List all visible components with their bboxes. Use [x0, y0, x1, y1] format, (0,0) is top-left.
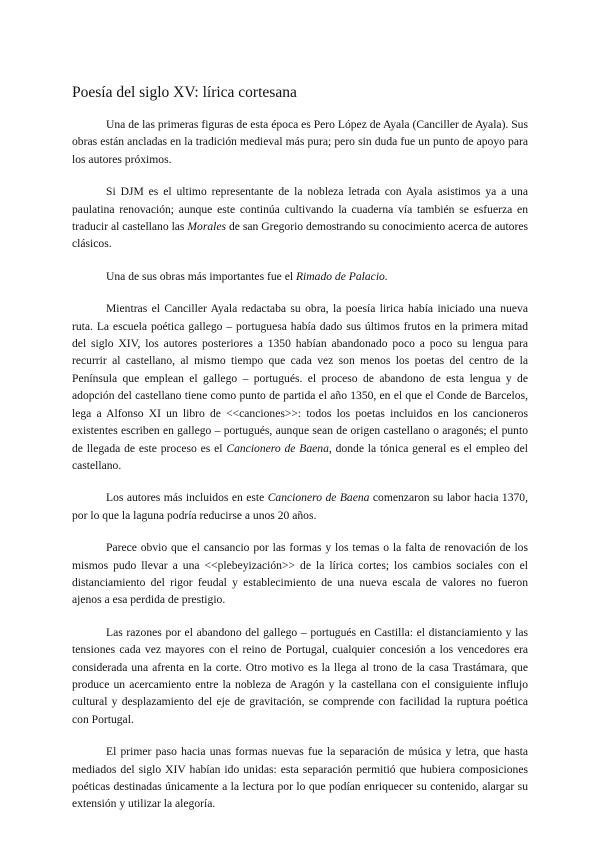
paragraph-text: Parece obvio que el cansancio por las formas y los temas o la falta de renovación de los mismos pudo llevar a una <<plebeyización>> de la lírica cortes; los cambios sociales con el distanciamiento del rigor feudal y establecimiento de una nueva escala de valores no fueron ajenos a esa perdida de prestigio.: [72, 541, 528, 607]
italic-title-text: Cancionero de Baena,: [226, 441, 332, 455]
page-title: Poesía del siglo XV: lírica cortesana: [72, 84, 297, 101]
paragraph-text: El primer paso hacia unas formas nuevas fue la separación de música y letra, que hasta mediados del siglo XIV habían ido unidas: esta separación permitió que hubiera composiciones poéticas destinadas únicamente a la lectura por lo que podían enriquecer su contenido, alargar su extensión y utilizar la alegoría.: [72, 745, 528, 811]
italic-title-text: Morales: [187, 220, 227, 234]
paragraph-text: Las razones por el abandono del gallego – portugués en Castilla: el distanciamiento y las tensiones cada vez mayores con el reino de Portugal, cualquier concesión a los vencedores era considerada una afrenta en la corte. Otro motivo es la llega al trono de la casa Trastámara, que produce un acercamiento entre la nobleza de Aragón y la castellana con el consiguiente influjo cultural y desplazamiento del eje de gravitación, se comprende con facilidad la ruptura poética con Portugal.: [72, 625, 528, 726]
body-paragraph: [72, 268, 528, 285]
body-paragraph: [72, 489, 528, 524]
paragraph-text: de san Gregorio demostrando su conocimiento acerca de autores clásicos.: [72, 220, 528, 251]
paragraph-text: Si DJM es el ultimo representante de la nobleza letrada con Ayala asistimos ya a una paulatina renovación; aunque este continúa cultivando la cuaderna vía también se esfuerza en traducir al castellano las: [72, 185, 528, 234]
body-paragraph: [72, 743, 528, 813]
document-body: [72, 116, 528, 828]
body-paragraph: [72, 300, 528, 474]
body-paragraph: [72, 183, 528, 253]
body-paragraph: [72, 116, 528, 168]
paragraph-text: Los autores más incluidos en este: [106, 491, 268, 505]
body-paragraph: [72, 539, 528, 609]
paragraph-text: donde la tónica general es el empleo del castellano.: [72, 441, 528, 472]
paragraph-text: Una de sus obras más importantes fue el: [106, 269, 296, 283]
body-paragraph: [72, 624, 528, 728]
paragraph-text: Mientras el Canciller Ayala redactaba su obra, la poesía lirica había iniciado una nueva ruta. La escuela poética gallego – portuguesa había dado sus últimos frutos en la primera mitad del siglo XIV, los autores posteriores a 1350 habían abandonado poco a poco su lengua para recurrir al castellano, al mismo tiempo que cada vez son menos los poetas del centro de la Península que emplean el gallego – portugués. el proceso de abandono de esta lengua y de adopción del castellano tiene como punto de partida el año 1350, en el que el Conde de Barcelos, lega a Alfonso XI un libro de <<canciones>>: todos los poetas incluidos en los cancioneros existentes escriben en gallego – portugués, aunque sean de origen castellano o aragonés; el punto de llegada de este proceso es el: [72, 302, 528, 455]
italic-title-text: Rimado de Palacio.: [295, 269, 388, 283]
paragraph-text: Una de las primeras figuras de esta época es Pero López de Ayala (Canciller de Ayala). Sus obras están ancladas en la tradición medieval más pura; pero sin duda fue un punto de apoyo para los autores próximos.: [72, 118, 528, 166]
italic-title-text: Cancionero de Baena: [267, 491, 370, 505]
paragraph-text: comenzaron su labor hacia 1370, por lo que la laguna podría reducirse a unos 20 años.: [72, 491, 528, 522]
